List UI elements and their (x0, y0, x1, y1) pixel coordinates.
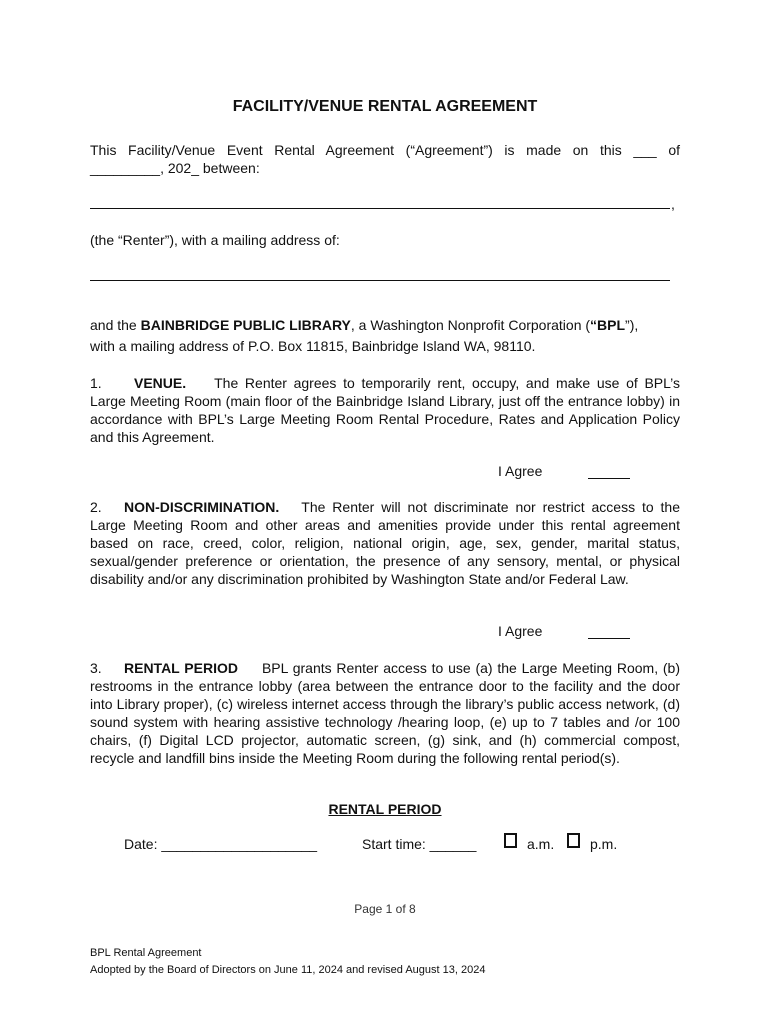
section-title: VENUE. (134, 375, 187, 391)
agree-label-1: I Agree (498, 463, 543, 479)
section-text: The Renter will not discriminate nor restrict access to the Large Meeting Room and other areas and amenities provide under this rental agreement based on race, creed, color, religion, national origin, age, sex, gender, marital status, sexual/gender preference or orientation, the presence of any sensory, mental, or physical disability and/or any discrimination prohibited by Washington State and/or Federal Law. (90, 499, 680, 587)
section-non-discrimination (90, 498, 680, 588)
am-checkbox[interactable] (504, 833, 517, 848)
rental-date-field[interactable]: Date: ____________________ (124, 836, 318, 852)
agree-initial-line-1[interactable] (588, 478, 630, 479)
agree-initial-line-2[interactable] (588, 638, 630, 639)
section-number: 1. (90, 375, 102, 391)
renter-name-line[interactable] (90, 208, 670, 209)
section-text: BPL grants Renter access to use (a) the Large Meeting Room, (b) restrooms in the entrance lobby (area between the entrance door to the facility and the door into Library proper), (c) wireless internet access through the library’s public access network, (d) sound system with hearing assistive technology /hearing loop, (e) up to 7 tables and /or 100 chairs, (f) Digital LCD projector, automatic screen, (g) sink, and (h) commercial compost, recycle and landfill bins inside the Meeting Room during the following rental period(s). (90, 660, 681, 766)
rental-start-time-field[interactable]: Start time: ______ (362, 836, 477, 852)
footer-doc-name: BPL Rental Agreement (90, 947, 202, 959)
bpl-abbr: “BPL (590, 317, 626, 333)
section-text: The Renter agrees to temporarily rent, occupy, and make use of BPL’s Large Meeting Room (main floor of the Bainbridge Island Library, just off the entrance lobby) in accordance with BPL’s Large Meeting Room Rental Procedure, Rates and Application Policy and this Agreement. (90, 375, 680, 445)
bpl-suffix: ”), (625, 317, 639, 333)
am-label: a.m. (527, 836, 555, 852)
renter-name-comma: , (671, 196, 675, 212)
pm-label: p.m. (590, 836, 618, 852)
renter-address-label: (the “Renter”), with a mailing address of: (90, 232, 340, 248)
intro-line-1: This Facility/Venue Event Rental Agreement (“Agreement”) is made on this ___ of (90, 142, 680, 158)
section-number: 2. (90, 499, 102, 515)
renter-address-line[interactable] (90, 280, 670, 281)
bpl-prefix: and the (90, 317, 141, 333)
section-venue (90, 374, 680, 446)
section-title: NON-DISCRIMINATION. (124, 499, 280, 515)
section-number: 3. (90, 660, 102, 676)
rental-period-heading: RENTAL PERIOD (328, 801, 442, 817)
bpl-party-line-1 (90, 316, 680, 334)
page-number: Page 1 of 8 (354, 902, 416, 916)
bpl-party-line-2: with a mailing address of P.O. Box 11815, Bainbridge Island WA, 98110. (90, 338, 536, 354)
section-title: RENTAL PERIOD (124, 660, 238, 676)
document-title: FACILITY/VENUE RENTAL AGREEMENT (232, 98, 538, 115)
section-rental-period (90, 659, 680, 767)
pm-checkbox[interactable] (567, 833, 580, 848)
bpl-mid: , a Washington Nonprofit Corporation ( (350, 317, 591, 333)
intro-line-2: _________, 202_ between: (90, 160, 260, 176)
bpl-name: BAINBRIDGE PUBLIC LIBRARY (140, 317, 351, 333)
agree-label-2: I Agree (498, 623, 543, 639)
footer-adopted-note: Adopted by the Board of Directors on June 11, 2024 and revised August 13, 2024 (90, 964, 486, 976)
